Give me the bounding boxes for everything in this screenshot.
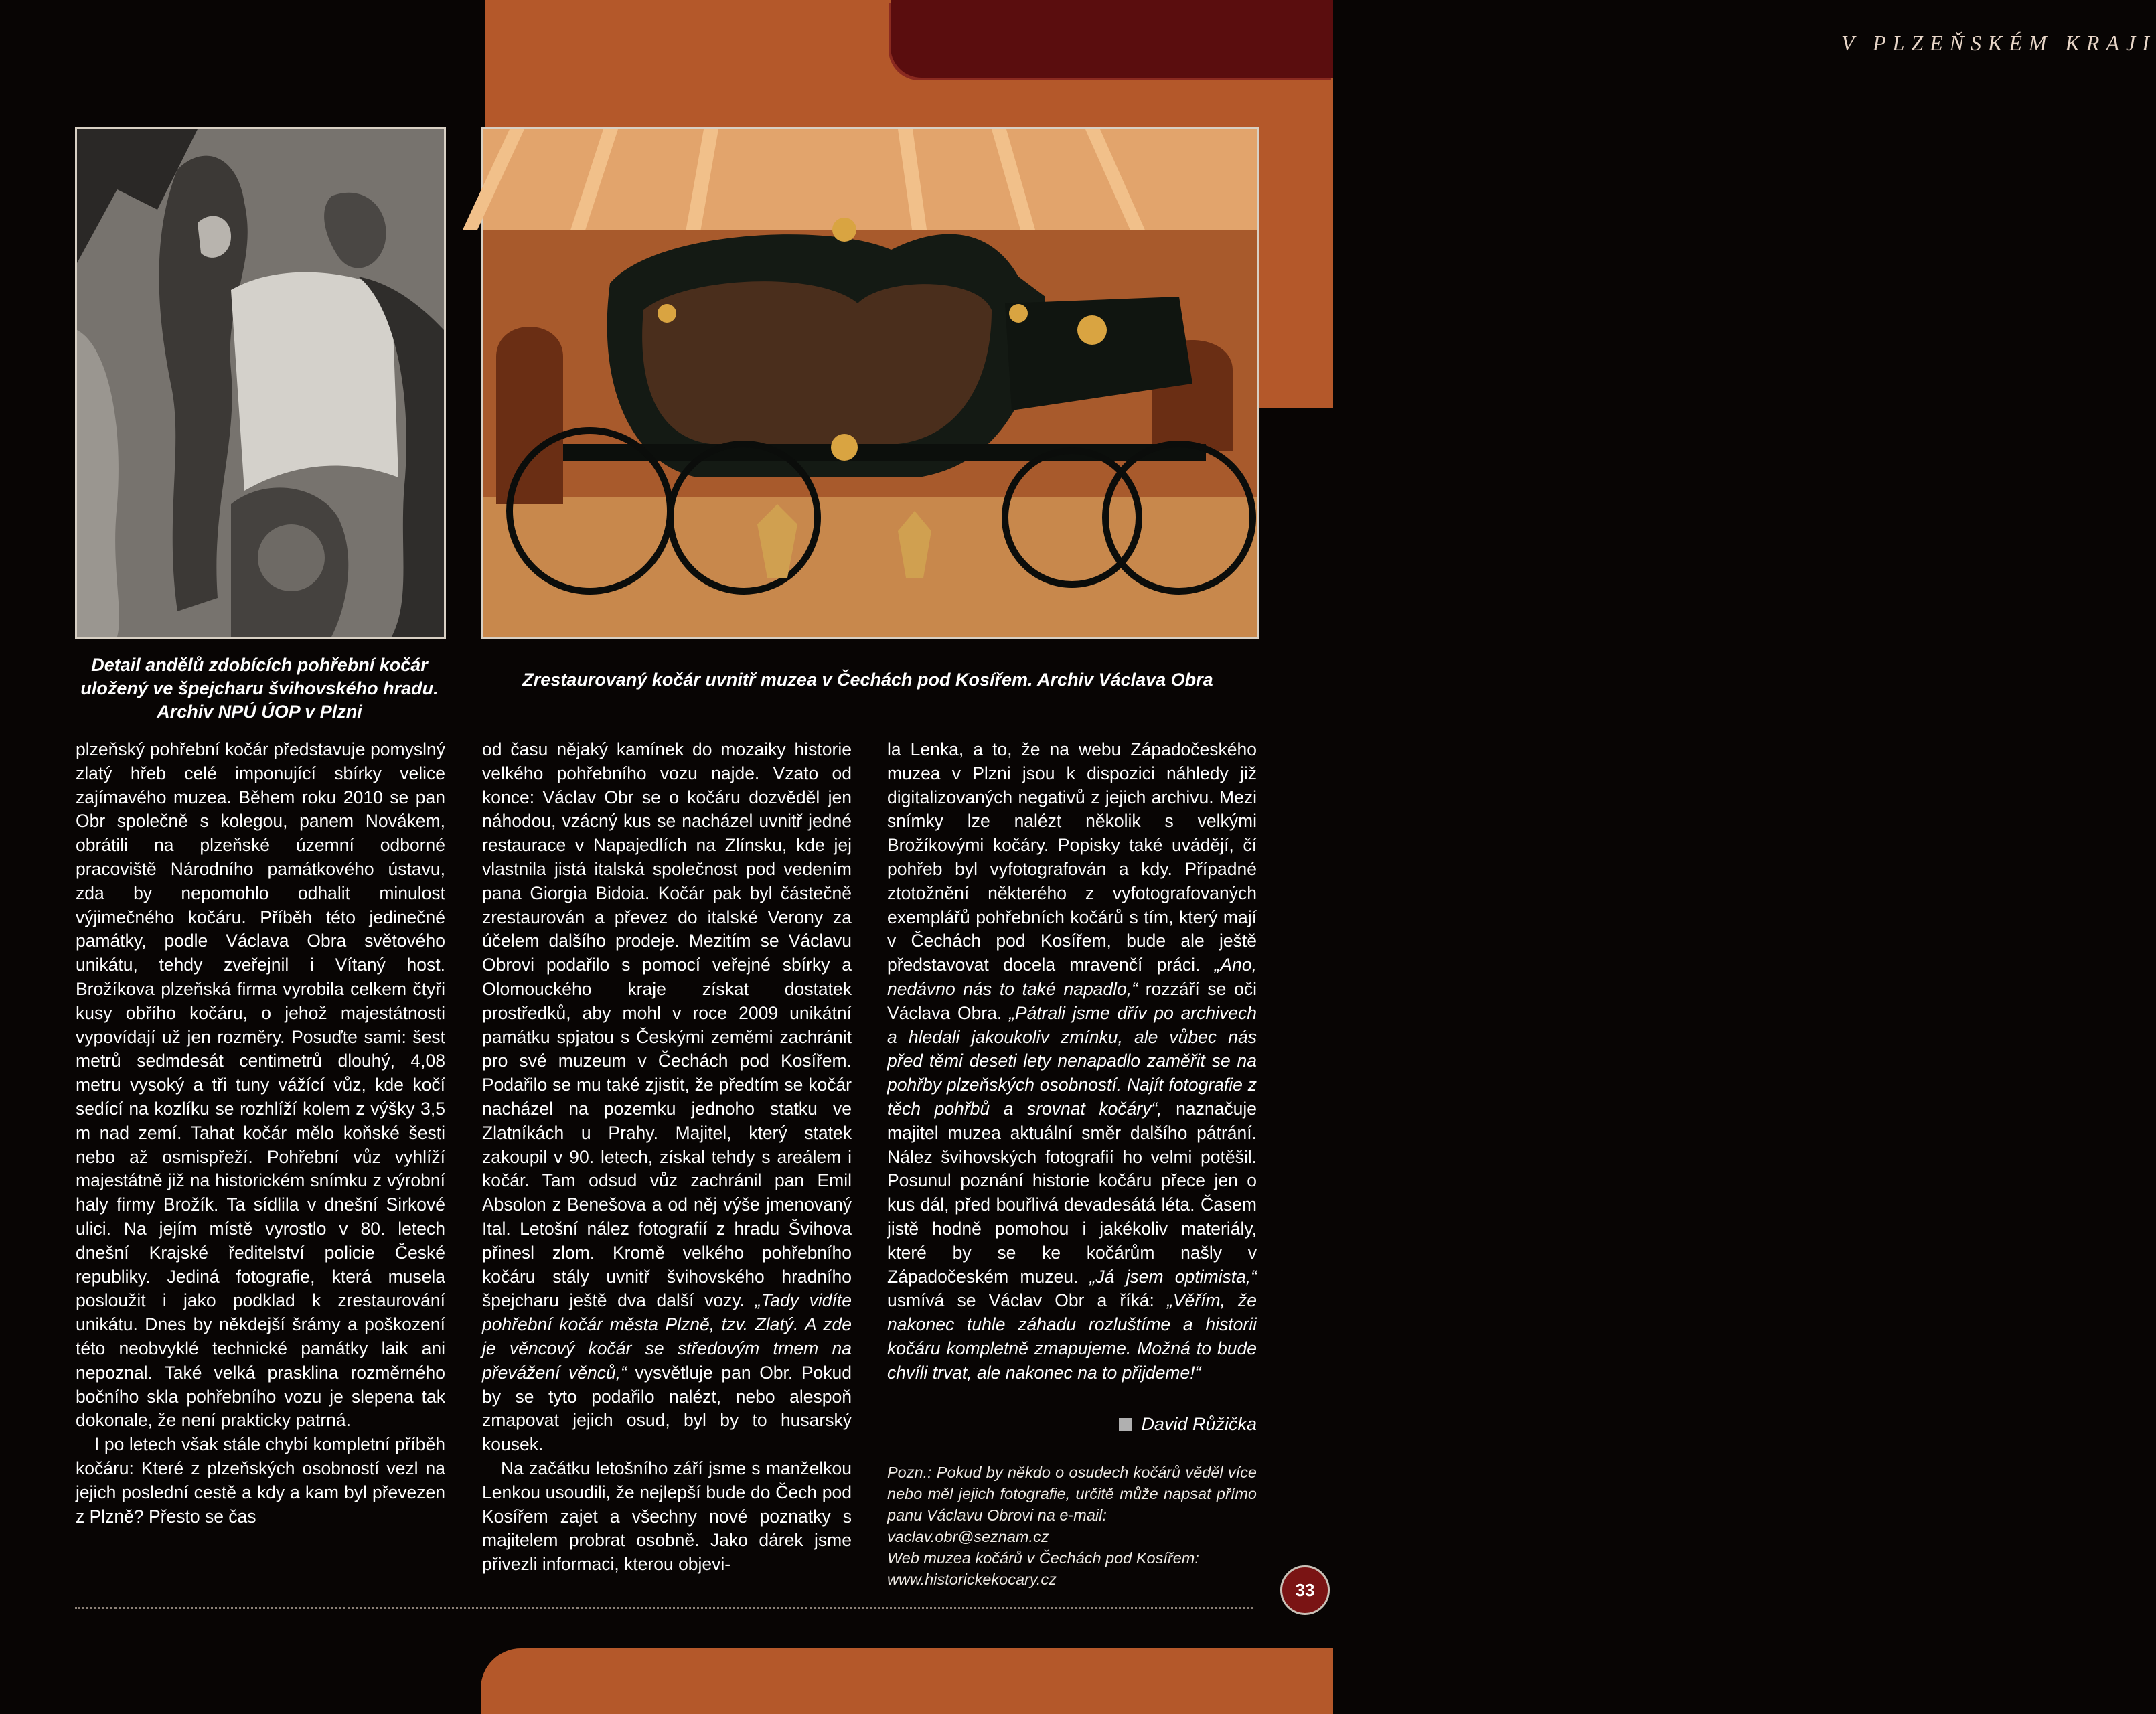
section-title: V PLZEŇSKÉM KRAJI [1841,31,2156,55]
article-column-2 [482,738,852,1577]
article-quote: „Věřím, že nakonec tuhle záhadu rozluštíme a historii kočáru kompletně zmapujeme. Možná to bude chvíli trvat, ale nakonec na to přijdeme!“ [887,1290,1257,1383]
angel-detail-photo [75,127,446,639]
article-text: usmívá se Václav Obr a říká: [887,1290,1168,1311]
article-column-1 [76,738,445,1529]
article-text: la Lenka, a to, že na webu Západočeského muzea v Plzni jsou k dispozici náhledy již digitalizovaných negativů z jejich archivu. Mezi snímky lze nalézt několik s velkými Brožíkovými kočáry. Popisky také uvádějí, čí pohřeb byl vyfotografován a kdy. Případné ztotožnění některého z vyfotografovaných exemplářů pohřebních kočárů s tím, který mají v Čechách pod Kosířem, bude ale ještě představovat docela mravenčí práci. [887,739,1257,976]
author-name: David Růžička [1141,1414,1257,1434]
carriage-photo [481,127,1259,639]
angel-detail-image [77,129,444,637]
article-text: naznačuje majitel muzea aktuální směr dalšího pátrání. Nález švihovských fotografií ho velmi potěšil. Posunul poznání historie kočáru přece jen o kus dál, před bouřlivá devadesátá léta. Časem jistě hodně pomohou i jakékoliv materiály, které by se ke kočárům našly v Západočeském muzeu. [887,1098,1257,1287]
note-email: vaclav.obr@seznam.cz [887,1528,1049,1545]
article-paragraph [887,738,1257,1385]
bottom-orange-shape [481,1648,1333,1714]
carriage-image [483,129,1257,637]
author-byline [887,1414,1257,1435]
note-text: Web muzea kočárů v Čechách pod Kosířem: [887,1549,1199,1567]
article-quote: „Já jsem optimista,“ [1089,1266,1257,1287]
article-text: rozzáří se oči Václava Obra. [887,978,1257,1023]
dotted-divider [75,1607,1253,1609]
article-quote: „Tady vidíte pohřební kočár města Plzně, tzv. Zlatý. A zde je věncový kočár se středovým trnem na převážení věnců,“ [482,1290,852,1383]
orange-side-band [1249,362,1333,408]
left-caption-line: uložený ve špejcharu švihovského hradu. [80,678,439,698]
article-paragraph: plzeňský pohřební kočár představuje pomyslný zlatý hřeb celé imponující sbírky velice zajímavého muzea. Během roku 2010 se pan Obr společně s kolegou, panem Novákem, obrátili na plzeňské územní odborné pracoviště Národního památkového ústavu, zda by nepomohlo odhalit minulost výjimečného kočáru. Příběh této jedinečné památky, podle Václava Obra světového unikátu, tehdy zveřejnil i Vítaný host. Brožíkova plzeňská firma vyrobila celkem čtyři kusy obřího kočáru, o jehož majestátnosti vypovídají už jen rozměry. Posuďte sami: šest metrů sedmdesát centimetrů dlouhý, 4,08 metru vysoký a tři tuny vážící vůz, kde kočí sedící na kozlíku se rozhlíží kolem z výšky 3,5 m nad zemí. Tahat kočár mělo koňské šesti nebo až osmispřeží. Pohřební vůz vyhlíží majestátně již na historickém snímku z výrobní haly firmy Brožík. Ta sídlila v dnešní Sirkové ulici. Na jejím místě vyrostlo v 80. letech dnešní Krajské ředitelství policie České republiky. Jediná fotografie, která musela posloužit i jako podklad k zrestaurování unikátu. Dnes by někdejší šrámy a poškození této neobvyklé technické památky laik ani nepoznal. Také velká prasklina rozměrného bočního skla pohřebního vozu je slepena tak dokonale, že není prakticky patrná. [76,739,445,1431]
article-quote: „Ano, nedávno nás to také napadlo,“ [887,955,1257,999]
article-paragraph: I po letech však stále chybí kompletní příběh kočáru: Které z plzeňských osobností vezl na jejich poslední cestě a kdy a kam byl převezen z Plzně? Přesto se čas [76,1434,445,1527]
left-caption-credit: Archiv NPÚ ÚOP v Plzni [157,702,362,722]
article-column-3 [887,738,1257,1385]
editor-note [887,1462,1257,1590]
left-photo-caption [67,653,452,724]
page-number: 33 [1280,1565,1330,1615]
square-bullet-icon [1119,1418,1132,1431]
note-url: www.historickekocary.cz [887,1571,1057,1588]
article-text: od času nějaký kamínek do mozaiky historie velkého pohřebního vozu najde. Vzato od konce: Václav Obr se o kočáru dozvěděl jen náhodou, vzácný kus se nacházel uvnitř jedné restaurace v Napajedlích na Zlínsku, kde jej vlastnila jistá italská společnost pod vedením pana Giorgia Bidoia. Kočár pak byl částečně zrestaurován a převez do italské Verony za účelem dalšího prodeje. Mezitím se Václavu Obrovi podařilo s pomocí veřejné sbírky a Olomouckého kraje získat dostatek prostředků, aby mohl v roce 2009 unikátní památku spjatou s Českými zeměmi zachránit pro své muzeum v Čechách pod Kosířem. Podařilo se mu také zjistit, že předtím se kočár nacházel na pozemku jednoho statku ve Zlatníkách u Prahy. Majitel, který statek zakoupil v 90. letech, získal tehdy s areálem i kočár. Tam odsud vůz zachránil pan Emil Absolon z Benešova a od něj výše jmenovaný Ital. Letošní nález fotografií z hradu Švihova přinesl zlom. Kromě velkého pohřebního kočáru stály uvnitř švihovského hradního špejcharu ještě dva další vozy. [482,739,852,1311]
article-quote: „Pátrali jsme dřív po archivech a hledali jakoukoliv zmínku, ale vůbec nás před těmi deseti lety nenapadlo zaměřit se na pohřby plzeňských osobností. Najít fotografie z těch pohřbů a srovnat kočáry“, [887,1002,1257,1119]
article-text: vysvětluje pan Obr. Pokud by se tyto podařilo nalézt, nebo alespoň zmapovat jejich osud, byl by to husarský kousek. [482,1362,852,1455]
article-paragraph: Na začátku letošního září jsme s manželkou Lenkou usoudili, že nejlepší bude do Čech pod Kosířem zajet a všechny nové poznatky s majitelem probrat osobně. Jako dárek jsme přivezli informaci, kterou objevi- [482,1458,852,1575]
note-text: Pozn.: Pokud by někdo o osudech kočárů věděl více nebo měl jejich fotografie, určitě může napsat přímo panu Václavu Obrovi na e-mail: [887,1464,1257,1524]
left-caption-line: Detail andělů zdobících pohřební kočár [91,655,428,675]
right-photo-caption: Zrestaurovaný kočár uvnitř muzea v Čechách pod Kosířem. Archiv Václava Obra [522,670,1213,690]
article-paragraph [482,738,852,1457]
section-header [891,0,2156,78]
